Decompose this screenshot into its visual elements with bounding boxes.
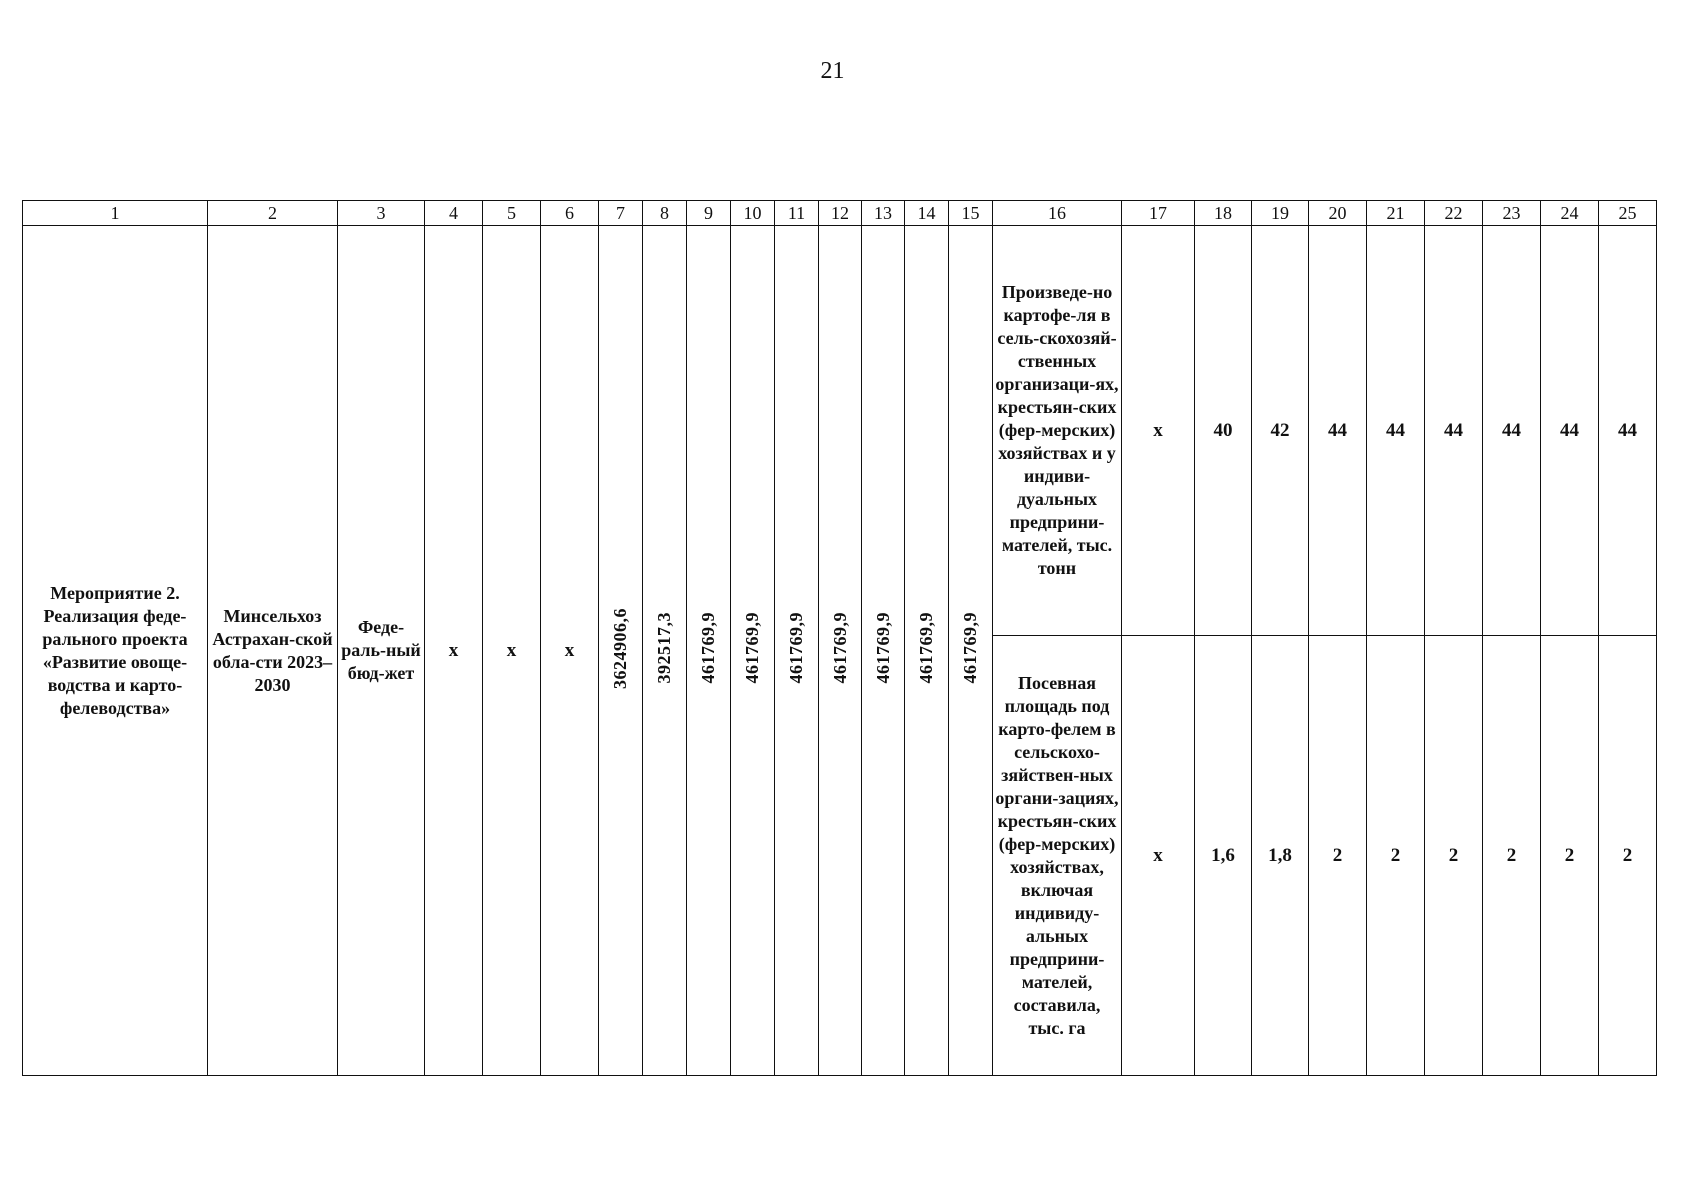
funding-value: 461769,9 bbox=[916, 612, 936, 684]
indicator-value: 44 bbox=[1599, 226, 1657, 636]
event-name: Мероприятие 2. Реализация феде-рального проекта «Развитие овоще-водства и карто-фелеводства» bbox=[42, 582, 188, 718]
col-number: 19 bbox=[1252, 201, 1309, 226]
indicator-value: 2 bbox=[1367, 636, 1425, 1076]
col-number: 13 bbox=[862, 201, 905, 226]
col-number: 5 bbox=[483, 201, 541, 226]
indicator-value: 42 bbox=[1252, 226, 1309, 636]
funding-value: 461769,9 bbox=[742, 612, 762, 684]
indicator-value: 1,8 bbox=[1252, 636, 1309, 1076]
indicator-value: 2 bbox=[1599, 636, 1657, 1076]
funding-cell bbox=[775, 226, 819, 1076]
col5-value: x bbox=[483, 226, 541, 1076]
column-number-row bbox=[23, 201, 1657, 226]
funding-total-cell bbox=[599, 226, 643, 1076]
indicator-cell bbox=[993, 636, 1122, 1076]
col-number: 14 bbox=[905, 201, 949, 226]
col-number: 24 bbox=[1541, 201, 1599, 226]
col-number: 23 bbox=[1483, 201, 1541, 226]
col-number: 6 bbox=[541, 201, 599, 226]
col-number: 12 bbox=[819, 201, 862, 226]
col-number: 18 bbox=[1195, 201, 1252, 226]
indicator-cell bbox=[993, 226, 1122, 636]
indicator-value: 2 bbox=[1541, 636, 1599, 1076]
col-number: 11 bbox=[775, 201, 819, 226]
executor-name: Минсельхоз Астрахан-ской обла-сти 2023–2030 bbox=[212, 605, 333, 695]
col-number: 22 bbox=[1425, 201, 1483, 226]
indicator-value: 1,6 bbox=[1195, 636, 1252, 1076]
col-number: 2 bbox=[208, 201, 338, 226]
page-number: 21 bbox=[820, 58, 845, 84]
indicator-name: Произведе-но картофе-ля в сель-скохозяй-ственных организаци-ях, крестьян-ских (фер-мерских) хозяйствах и у индиви-дуальных предприни-мателей, тыс. тонн bbox=[995, 282, 1119, 578]
indicator-value: 44 bbox=[1541, 226, 1599, 636]
program-table bbox=[22, 200, 1657, 1076]
indicator-value: 44 bbox=[1483, 226, 1541, 636]
col-number: 10 bbox=[731, 201, 775, 226]
executor-cell bbox=[208, 226, 338, 1076]
col-number: 17 bbox=[1122, 201, 1195, 226]
event-cell bbox=[23, 226, 208, 1076]
indicator-base: x bbox=[1122, 226, 1195, 636]
col4-value: x bbox=[425, 226, 483, 1076]
funding-value: 461769,9 bbox=[786, 612, 806, 684]
data-row-1 bbox=[23, 226, 1657, 636]
col-number: 3 bbox=[338, 201, 425, 226]
funding-value: 461769,9 bbox=[872, 612, 893, 684]
indicator-value: 44 bbox=[1367, 226, 1425, 636]
col6-value: x bbox=[541, 226, 599, 1076]
indicator-value: 2 bbox=[1309, 636, 1367, 1076]
funding-cell bbox=[949, 226, 993, 1076]
col-number: 1 bbox=[23, 201, 208, 226]
indicator-value: 2 bbox=[1483, 636, 1541, 1076]
indicator-base: x bbox=[1122, 636, 1195, 1076]
funding-value: 461769,9 bbox=[698, 612, 718, 684]
funding-cell bbox=[862, 226, 905, 1076]
funding-total: 3624906,6 bbox=[610, 607, 630, 689]
funding-cell bbox=[819, 226, 862, 1076]
indicator-value: 44 bbox=[1425, 226, 1483, 636]
indicator-value: 44 bbox=[1309, 226, 1367, 636]
funding-cell bbox=[687, 226, 731, 1076]
col-number: 8 bbox=[643, 201, 687, 226]
col-number: 20 bbox=[1309, 201, 1367, 226]
funding-cell bbox=[905, 226, 949, 1076]
funding-cell bbox=[643, 226, 687, 1076]
indicator-value: 40 bbox=[1195, 226, 1252, 636]
col-number: 9 bbox=[687, 201, 731, 226]
col-number: 15 bbox=[949, 201, 993, 226]
col-number: 21 bbox=[1367, 201, 1425, 226]
source-cell bbox=[338, 226, 425, 1076]
col-number: 7 bbox=[599, 201, 643, 226]
funding-value: 461769,9 bbox=[829, 612, 850, 684]
indicator-value: 2 bbox=[1425, 636, 1483, 1076]
funding-source: Феде-раль-ный бюд-жет bbox=[341, 617, 421, 683]
funding-cell bbox=[731, 226, 775, 1076]
funding-value: 392517,3 bbox=[654, 612, 674, 684]
col-number: 25 bbox=[1599, 201, 1657, 226]
col-number: 4 bbox=[425, 201, 483, 226]
funding-value: 461769,9 bbox=[960, 612, 980, 684]
col-number: 16 bbox=[993, 201, 1122, 226]
indicator-name: Посевная площадь под карто-фелем в сельскохо-зяйствен-ных органи-зациях, крестьян-ских (фер-мерских) хозяйствах, включая индивиду-альных предприни-мателей, составила, тыс. га bbox=[995, 672, 1119, 1038]
